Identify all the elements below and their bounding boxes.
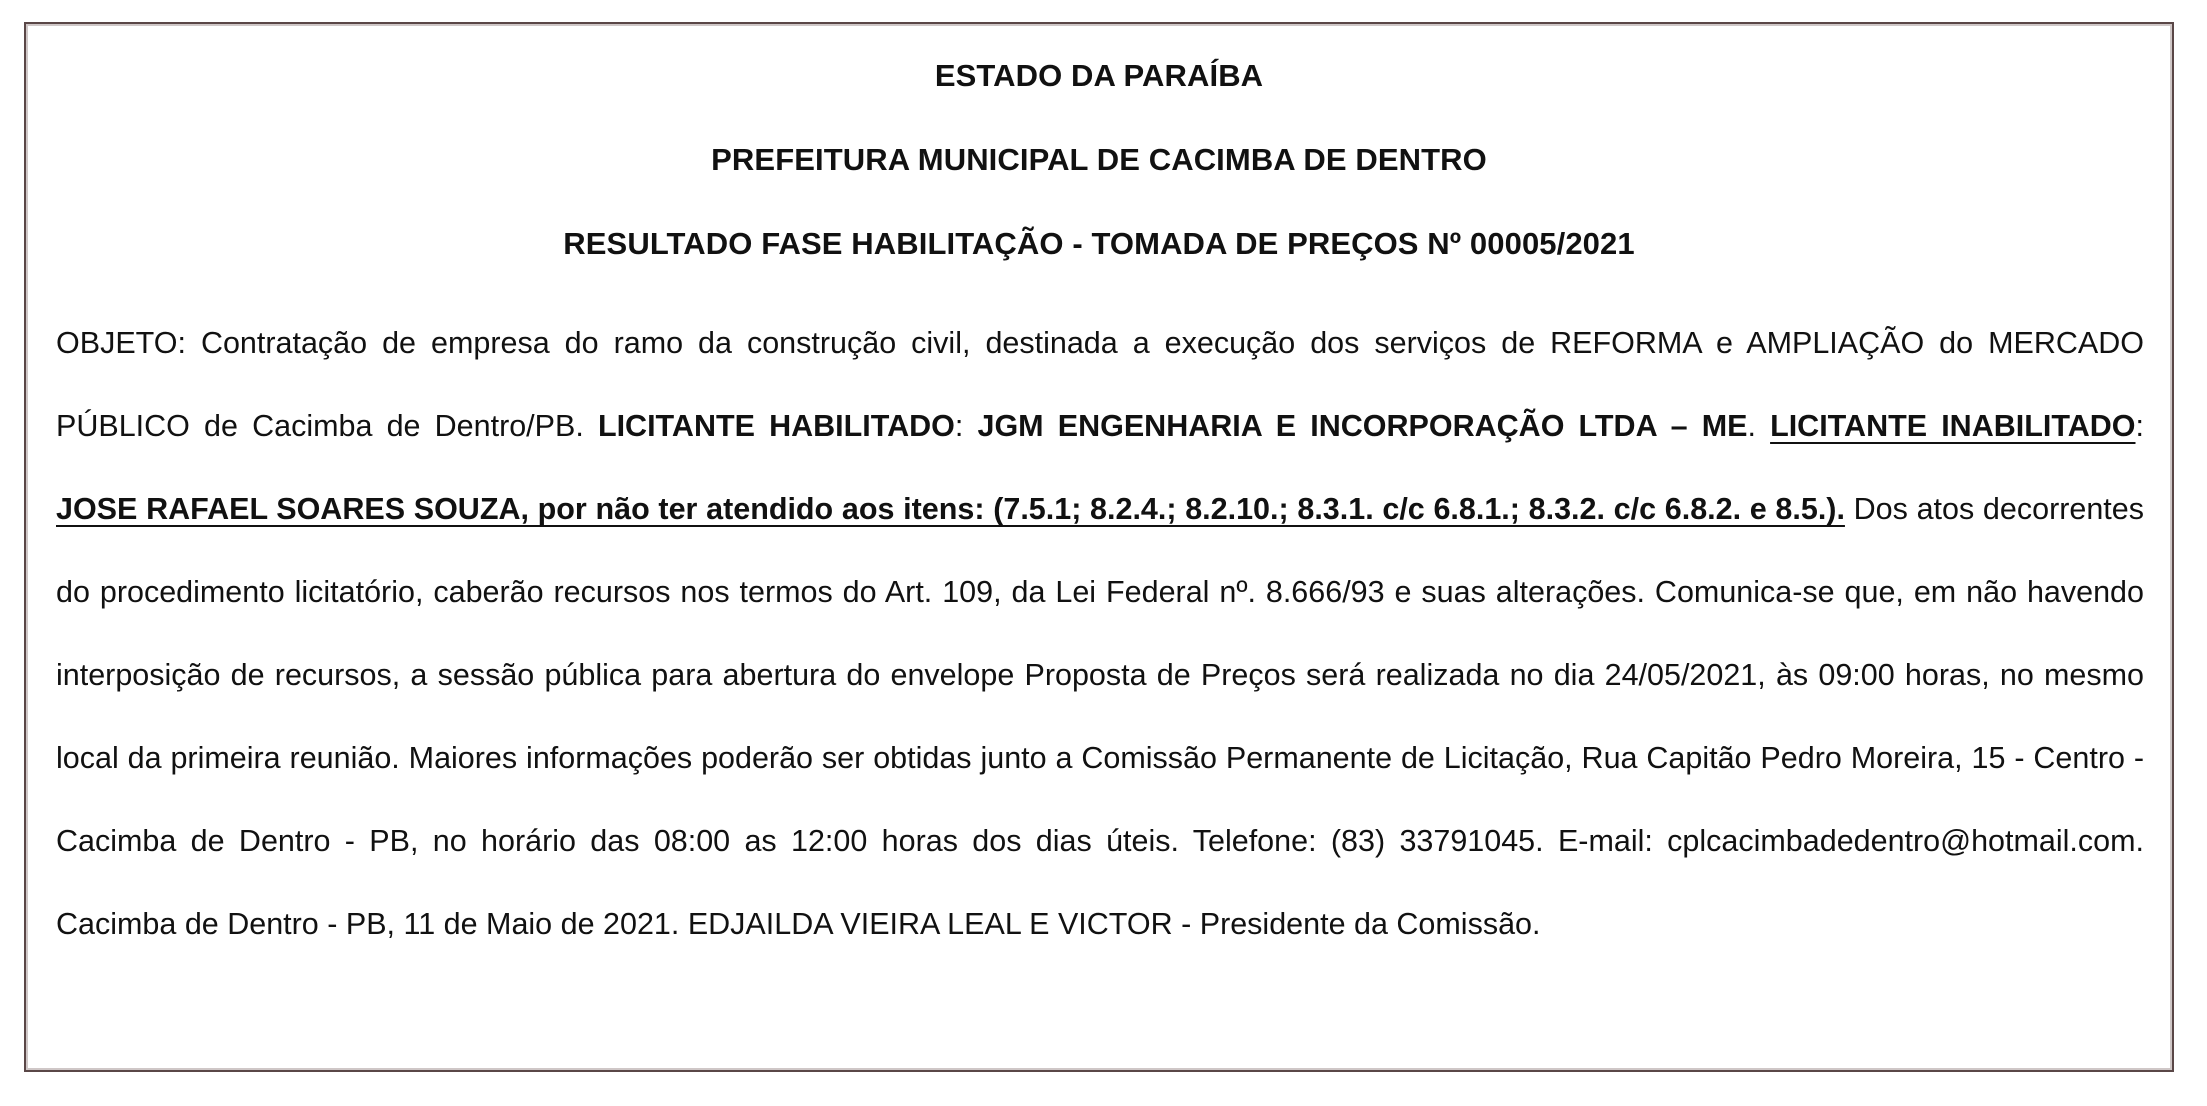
disqualified-separator: :	[2135, 409, 2144, 443]
object-label: OBJETO	[56, 326, 178, 360]
closing-text: Dos atos decorrentes do procedimento licitatório, caberão recursos nos termos do Art. 109, da Lei Federal nº. 8.666/93 e suas alterações. Comunica-se que, em não havendo interposição de recursos, a sessão pública para abertura do envelope Proposta de Preços será realizada no dia 24/05/2021, às 09:00 horas, no mesmo local da primeira reunião. Maiores informações poderão ser obtidas junto a Comissão Permanente de Licitação, Rua Capitão Pedro Moreira, 15 - Centro - Cacimba de Dentro - PB, no horário das 08:00 as 12:00 horas dos dias úteis. Telefone: (83) 33791045. E-mail: cplcacimbadedentro@hotmail.com. Cacimba de Dentro - PB, 11 de Maio de 2021. EDJAILDA VIEIRA LEAL E VICTOR - Presidente da Comissão.	[56, 492, 2144, 941]
qualified-end: .	[1747, 409, 1771, 443]
notice-title: RESULTADO FASE HABILITAÇÃO - TOMADA DE PREÇOS Nº 00005/2021	[563, 226, 1635, 261]
state-heading: ESTADO DA PARAÍBA	[934, 58, 1264, 93]
municipality-heading: PREFEITURA MUNICIPAL DE CACIMBA DE DENTRO	[711, 142, 1487, 177]
notice-body	[56, 302, 2144, 966]
qualified-bidder-name: JGM ENGENHARIA E INCORPORAÇÃO LTDA – ME	[977, 409, 1748, 443]
qualified-label: LICITANTE HABILITADO	[597, 409, 955, 443]
object-separator: :	[177, 326, 201, 360]
qualified-separator: :	[954, 409, 978, 443]
disqualified-bidder-text: JOSE RAFAEL SOARES SOUZA, por não ter atendido aos itens: (7.5.1; 8.2.4.; 8.2.10.; 8.3.1. c/c 6.8.1.; 8.3.2. c/c 6.8.2. e 8.5.).	[56, 492, 1845, 526]
notice-box	[24, 22, 2174, 1072]
object-text: Contratação de empresa do ramo da construção civil, destinada a execução dos serviços de REFORMA e AMPLIAÇÃO do MERCADO PÚBLICO de Cacimba de Dentro/PB.	[56, 326, 2144, 443]
disqualified-label: LICITANTE INABILITADO	[1770, 409, 2136, 443]
